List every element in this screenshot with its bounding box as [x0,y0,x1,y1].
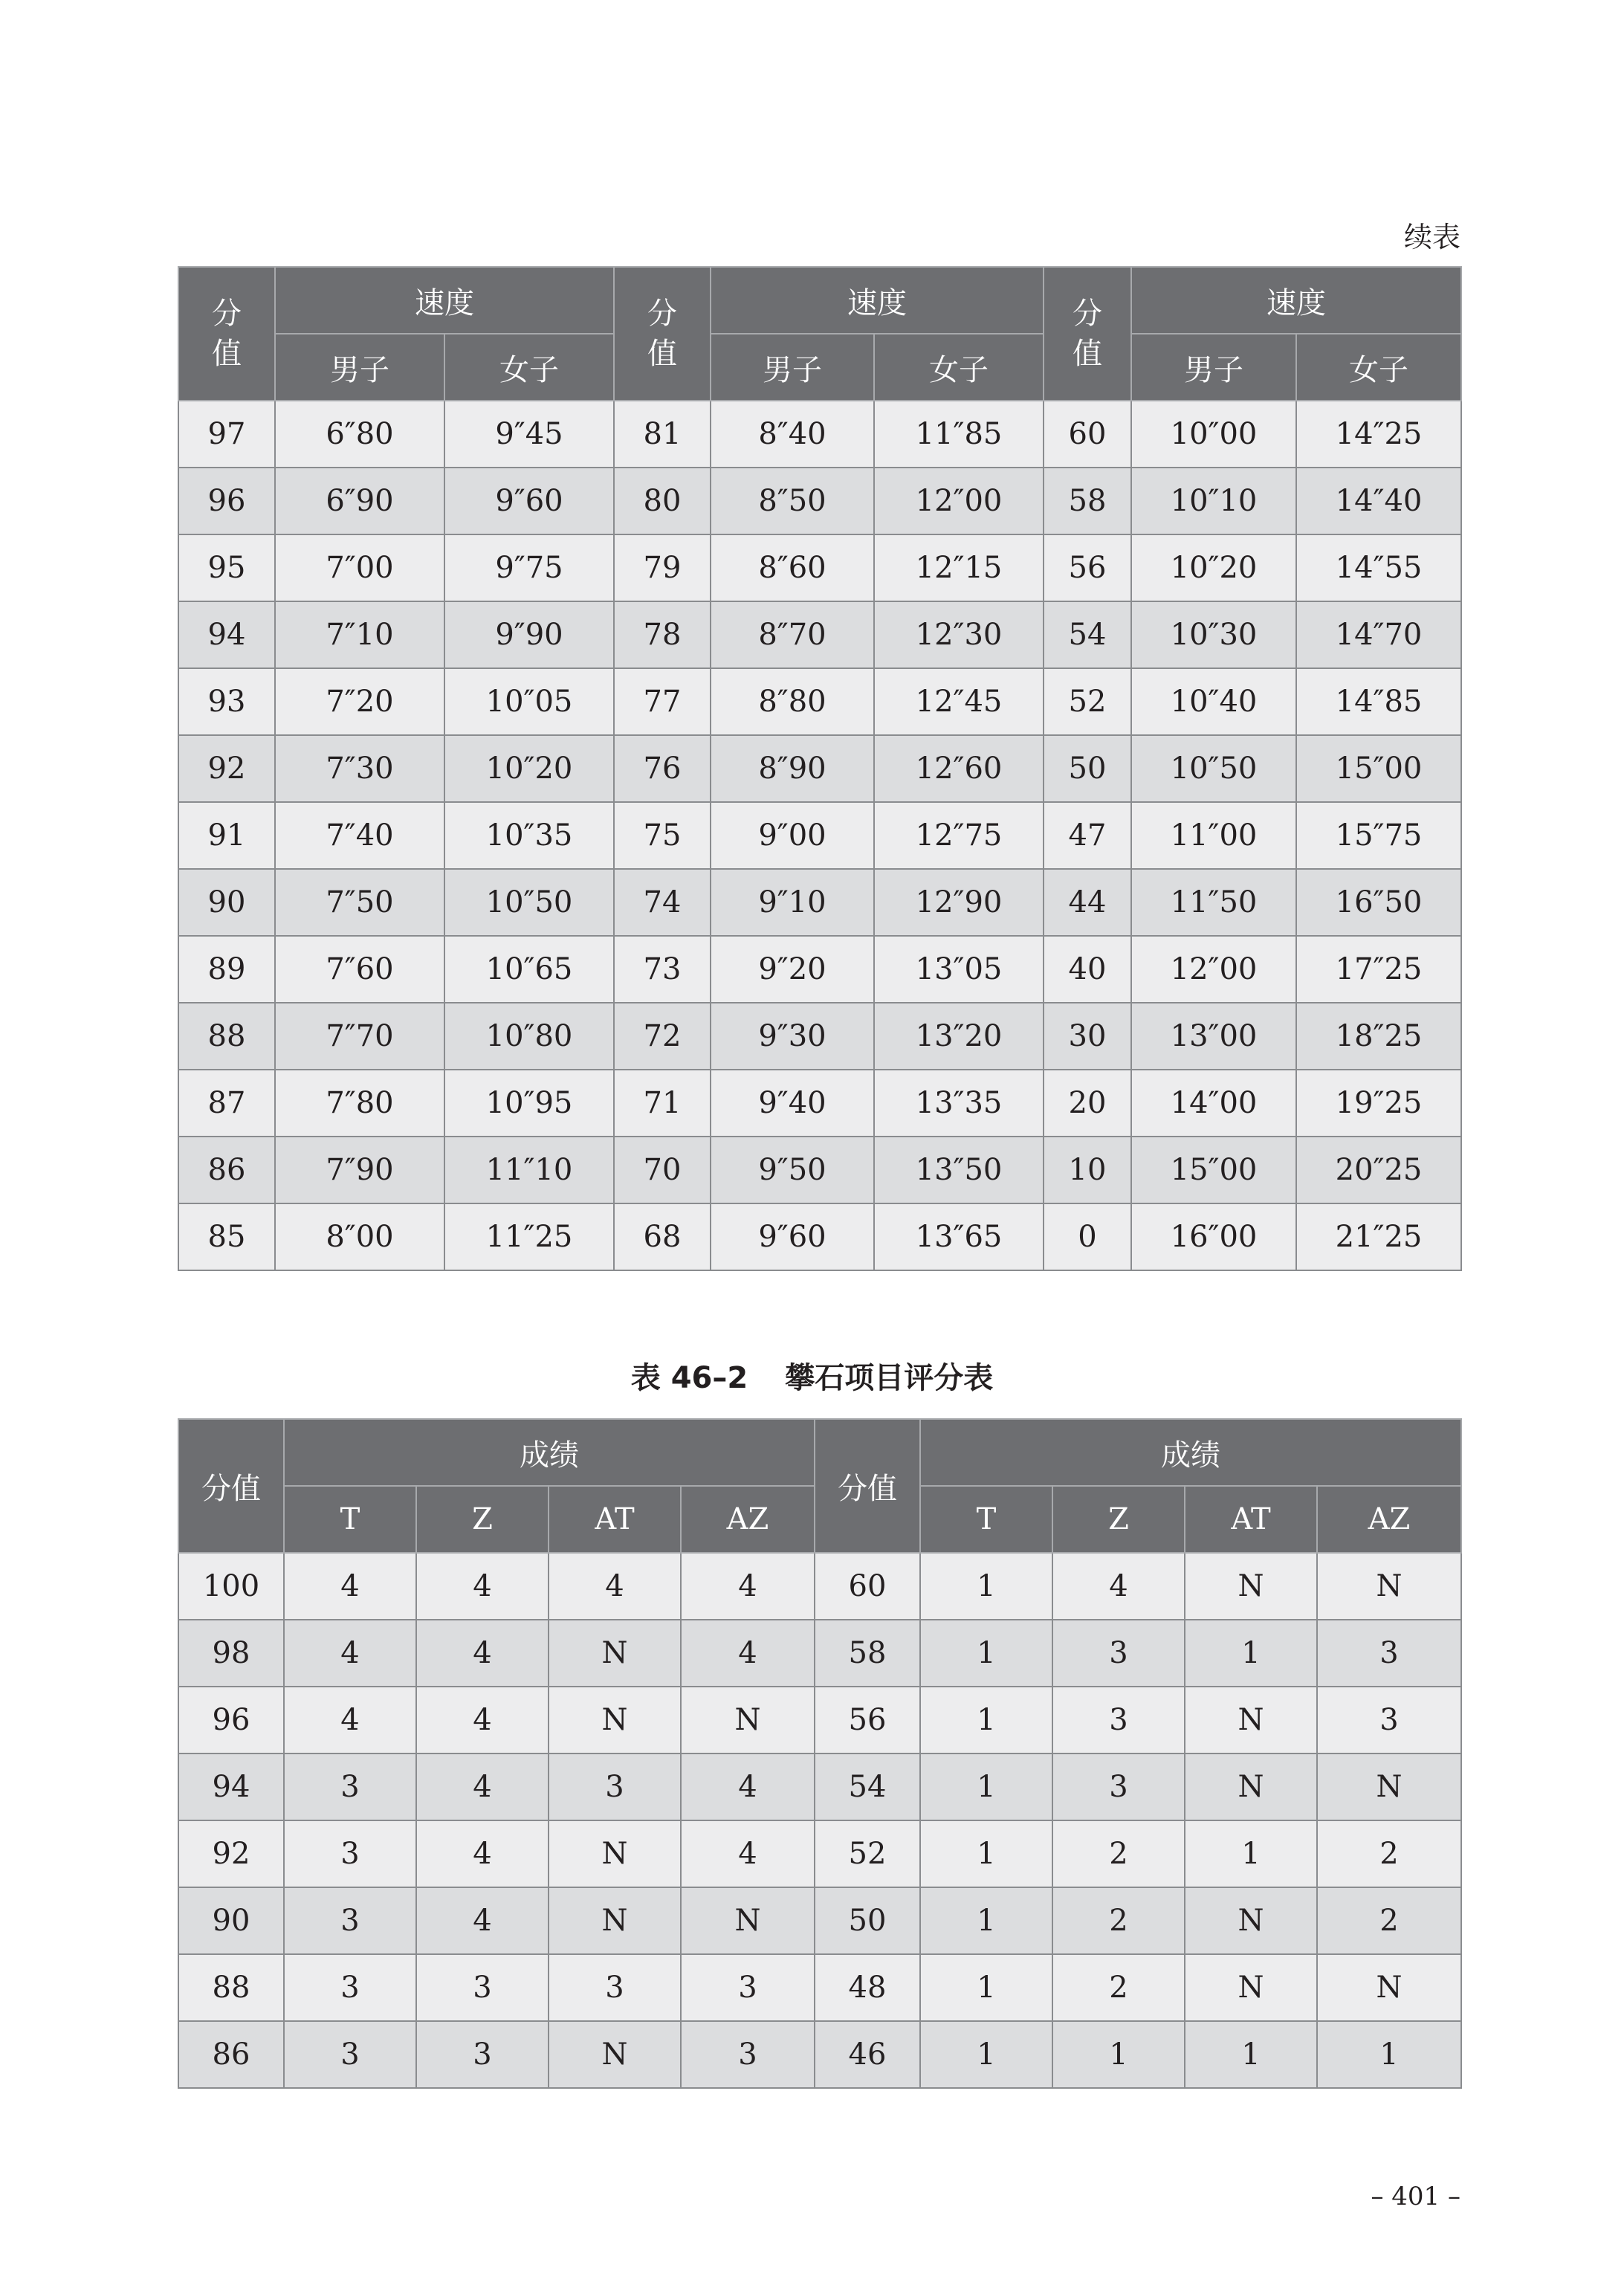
table-cell: 70 [614,1137,711,1203]
col-at-header: AT [549,1486,681,1553]
table-cell: 21″25 [1296,1203,1461,1270]
table-cell: 9″10 [711,869,874,936]
table-cell: 56 [1044,534,1131,601]
table-cell: 7″40 [275,802,444,869]
male-header: 男子 [711,334,874,401]
table-cell: 2 [1052,1887,1185,1954]
table-cell: 6″80 [275,401,444,468]
table-cell: 52 [1044,668,1131,735]
table-cell: 7″30 [275,735,444,802]
table-cell: 8″60 [711,534,874,601]
table-cell: N [1185,1887,1317,1954]
table-cell: 58 [1044,468,1131,534]
table-cell: 10″65 [444,936,614,1003]
table-cell: 1 [920,1553,1052,1620]
table-cell: 9″20 [711,936,874,1003]
table-cell: 12″00 [874,468,1044,534]
male-header: 男子 [275,334,444,401]
col-z-header: Z [416,1486,549,1553]
table-cell: 60 [1044,401,1131,468]
table-cell: 92 [178,735,275,802]
result-header: 成绩 [920,1419,1461,1486]
table-cell: 75 [614,802,711,869]
table-cell: 2 [1052,1954,1185,2021]
table-cell: 19″25 [1296,1070,1461,1137]
table-cell: 10″40 [1131,668,1296,735]
table-cell: 12″45 [874,668,1044,735]
table-row [178,468,1461,534]
score-header: 分值 [815,1419,920,1553]
table-cell: 9″90 [444,601,614,668]
col-az-header: AZ [681,1486,815,1553]
table-row [178,1003,1461,1070]
table-cell: 11″85 [874,401,1044,468]
table-cell: 68 [614,1203,711,1270]
table-cell: 13″20 [874,1003,1044,1070]
table-cell: 90 [178,1887,284,1954]
table-cell: 3 [1052,1753,1185,1820]
table-cell: 52 [815,1820,920,1887]
table-cell: 3 [1052,1620,1185,1687]
table-cell: 1 [1185,1820,1317,1887]
table-cell: 17″25 [1296,936,1461,1003]
score-header: 分 值 [178,267,275,401]
table-cell: 3 [416,2021,549,2088]
table-cell: N [1317,1553,1461,1620]
table-cell: 4 [416,1753,549,1820]
table-cell: 20 [1044,1070,1131,1137]
table-cell: 8″40 [711,401,874,468]
table-cell: 4 [681,1820,815,1887]
table-cell: 9″75 [444,534,614,601]
table-cell: 50 [1044,735,1131,802]
table-cell: 76 [614,735,711,802]
table-cell: 73 [614,936,711,1003]
table-cell: 4 [416,1553,549,1620]
table-cell: 88 [178,1954,284,2021]
table-cell: N [1185,1954,1317,2021]
table-cell: 13″35 [874,1070,1044,1137]
score-header: 分值 [178,1419,284,1553]
table-cell: 3 [681,2021,815,2088]
table-cell: 4 [416,1887,549,1954]
table-cell: 11″25 [444,1203,614,1270]
table-cell: 4 [284,1687,416,1753]
table-cell: 58 [815,1620,920,1687]
table-cell: N [549,1887,681,1954]
col-at-header: AT [1185,1486,1317,1553]
table-row [178,1954,1461,2021]
table-cell: 12″75 [874,802,1044,869]
table-cell: 9″60 [444,468,614,534]
table-row [178,1203,1461,1270]
table-cell: 15″75 [1296,802,1461,869]
table-cell: 16″00 [1131,1203,1296,1270]
table-cell: 86 [178,1137,275,1203]
table-cell: 4 [681,1620,815,1687]
table-cell: N [681,1687,815,1753]
table-cell: 50 [815,1887,920,1954]
table-cell: 71 [614,1070,711,1137]
table-cell: 1 [1185,2021,1317,2088]
table-cell: 11″00 [1131,802,1296,869]
table-cell: 7″60 [275,936,444,1003]
table-cell: N [1317,1954,1461,2021]
table-cell: 74 [614,869,711,936]
table-cell: 4 [681,1553,815,1620]
speed-header: 速度 [1131,267,1461,334]
table-row [178,1687,1461,1753]
table-cell: 12″30 [874,601,1044,668]
caption-title: 攀石项目评分表 [785,1361,994,1395]
table-cell: 79 [614,534,711,601]
table-cell: 9″45 [444,401,614,468]
table-cell: 14″55 [1296,534,1461,601]
table-cell: 15″00 [1131,1137,1296,1203]
table-cell: N [549,1687,681,1753]
table-cell: 6″90 [275,468,444,534]
table-cell: 7″20 [275,668,444,735]
score-header: 分 值 [614,267,711,401]
female-header: 女子 [874,334,1044,401]
table-cell: 12″00 [1131,936,1296,1003]
table-cell: 10″50 [1131,735,1296,802]
table-cell: 54 [1044,601,1131,668]
table-cell: 9″30 [711,1003,874,1070]
table-cell: 48 [815,1954,920,2021]
table-cell: 1 [920,1954,1052,2021]
continued-label: 续表 [1403,221,1460,253]
table-cell: 14″00 [1131,1070,1296,1137]
table-cell: 7″10 [275,601,444,668]
table-cell: 14″25 [1296,401,1461,468]
table-cell: 1 [1317,2021,1461,2088]
table-cell: 8″70 [711,601,874,668]
table-cell: 1 [920,1820,1052,1887]
table-cell: N [1185,1753,1317,1820]
table-cell: 3 [549,1753,681,1820]
speed-score-table [178,266,1462,1271]
table-cell: 12″60 [874,735,1044,802]
table-cell: 97 [178,401,275,468]
table-cell: 1 [1185,1620,1317,1687]
page-number: – 401 – [1371,2182,1460,2211]
table-cell: 4 [681,1753,815,1820]
table-cell: 86 [178,2021,284,2088]
table-cell: 3 [1052,1687,1185,1753]
table-cell: 3 [1317,1620,1461,1687]
table-cell: 88 [178,1003,275,1070]
table-cell: 7″50 [275,869,444,936]
table-row [178,936,1461,1003]
table-cell: 13″00 [1131,1003,1296,1070]
table-cell: 96 [178,468,275,534]
table-cell: 1 [920,1620,1052,1687]
table-cell: N [549,1620,681,1687]
table-cell: 20″25 [1296,1137,1461,1203]
table-row [178,1070,1461,1137]
table-cell: 30 [1044,1003,1131,1070]
table-cell: N [1317,1753,1461,1820]
table-cell: 8″80 [711,668,874,735]
table-cell: 13″50 [874,1137,1044,1203]
table-cell: 46 [815,2021,920,2088]
table-cell: 3 [284,1887,416,1954]
table-cell: 91 [178,802,275,869]
table-cell: 3 [681,1954,815,2021]
speed-header: 速度 [275,267,614,334]
table-cell: 11″50 [1131,869,1296,936]
table-row [178,802,1461,869]
table-cell: 94 [178,601,275,668]
table-cell: 96 [178,1687,284,1753]
table-row [178,869,1461,936]
table-cell: 80 [614,468,711,534]
table-cell: 10″20 [444,735,614,802]
table-cell: 3 [549,1954,681,2021]
table-cell: 7″90 [275,1137,444,1203]
table-cell: 18″25 [1296,1003,1461,1070]
table-cell: 1 [1052,2021,1185,2088]
table-row [178,1620,1461,1687]
table-cell: 1 [920,1753,1052,1820]
table-cell: 98 [178,1620,284,1687]
table-cell: 56 [815,1687,920,1753]
score-header: 分 值 [1044,267,1131,401]
female-header: 女子 [1296,334,1461,401]
table-cell: N [1185,1553,1317,1620]
table-cell: 2 [1317,1887,1461,1954]
table-cell: 10″95 [444,1070,614,1137]
table-cell: 10″20 [1131,534,1296,601]
table-cell: 95 [178,534,275,601]
table-cell: 9″40 [711,1070,874,1137]
speed-header: 速度 [711,267,1044,334]
table-cell: 10″00 [1131,401,1296,468]
table-cell: 10″10 [1131,468,1296,534]
col-az-header: AZ [1317,1486,1461,1553]
table-cell: 77 [614,668,711,735]
table-cell: 8″00 [275,1203,444,1270]
table-cell: 10″50 [444,869,614,936]
table-cell: 10 [1044,1137,1131,1203]
table-cell: 10″05 [444,668,614,735]
table-cell: 11″10 [444,1137,614,1203]
table-cell: 3 [416,1954,549,2021]
table-cell: 87 [178,1070,275,1137]
table-cell: 2 [1317,1820,1461,1887]
climbing-score-table [178,1418,1462,2089]
table-cell: 7″80 [275,1070,444,1137]
table-cell: 47 [1044,802,1131,869]
table-cell: 90 [178,869,275,936]
table-cell: 16″50 [1296,869,1461,936]
table-cell: 94 [178,1753,284,1820]
table-row [178,2021,1461,2088]
table-cell: 12″90 [874,869,1044,936]
table-cell: 72 [614,1003,711,1070]
table-cell: 3 [1317,1687,1461,1753]
table-cell: 44 [1044,869,1131,936]
table-cell: 3 [284,1753,416,1820]
table-cell: 10″35 [444,802,614,869]
col-z-header: Z [1052,1486,1185,1553]
table-row [178,735,1461,802]
table-cell: N [1185,1687,1317,1753]
table-cell: 4 [416,1687,549,1753]
table-cell: 12″15 [874,534,1044,601]
table-cell: 13″05 [874,936,1044,1003]
table-cell: 89 [178,936,275,1003]
male-header: 男子 [1131,334,1296,401]
table-row [178,1820,1461,1887]
table-cell: 7″70 [275,1003,444,1070]
table-cell: N [681,1887,815,1954]
table-cell: 0 [1044,1203,1131,1270]
table-cell: 85 [178,1203,275,1270]
table-cell: 92 [178,1820,284,1887]
table-row [178,401,1461,468]
table-row [178,601,1461,668]
table-cell: 8″90 [711,735,874,802]
table-cell: 3 [284,1820,416,1887]
table-cell: 93 [178,668,275,735]
table-cell: 7″00 [275,534,444,601]
table-cell: 10″80 [444,1003,614,1070]
table-cell: 3 [284,1954,416,2021]
table-cell: 1 [920,1687,1052,1753]
table-cell: 40 [1044,936,1131,1003]
female-header: 女子 [444,334,614,401]
table-cell: 54 [815,1753,920,1820]
table-cell: 10″30 [1131,601,1296,668]
table-cell: 81 [614,401,711,468]
table-cell: 9″00 [711,802,874,869]
table-row [178,1553,1461,1620]
table-cell: 3 [284,2021,416,2088]
table-cell: 4 [284,1553,416,1620]
table-cell: 14″70 [1296,601,1461,668]
table-cell: N [549,2021,681,2088]
table-cell: 2 [1052,1820,1185,1887]
table-cell: 9″50 [711,1137,874,1203]
col-t-header: T [920,1486,1052,1553]
table-row [178,1887,1461,1954]
table-cell: 15″00 [1296,735,1461,802]
table-cell: 14″85 [1296,668,1461,735]
table-cell: 9″60 [711,1203,874,1270]
table-cell: 4 [284,1620,416,1687]
table-row [178,1753,1461,1820]
col-t-header: T [284,1486,416,1553]
caption-number: 表 46–2 [630,1361,748,1395]
table-cell: 8″50 [711,468,874,534]
table-cell: 78 [614,601,711,668]
table-cell: 1 [920,1887,1052,1954]
table-cell: 13″65 [874,1203,1044,1270]
table-row [178,668,1461,735]
table-cell: 4 [416,1820,549,1887]
result-header: 成绩 [284,1419,815,1486]
table-cell: 1 [920,2021,1052,2088]
table-row [178,1137,1461,1203]
table-row [178,534,1461,601]
table-caption [0,1354,1624,1397]
table-cell: 4 [416,1620,549,1687]
table-cell: 60 [815,1553,920,1620]
table-cell: 100 [178,1553,284,1620]
table-cell: N [549,1820,681,1887]
table-cell: 4 [549,1553,681,1620]
table-cell: 4 [1052,1553,1185,1620]
table-cell: 14″40 [1296,468,1461,534]
